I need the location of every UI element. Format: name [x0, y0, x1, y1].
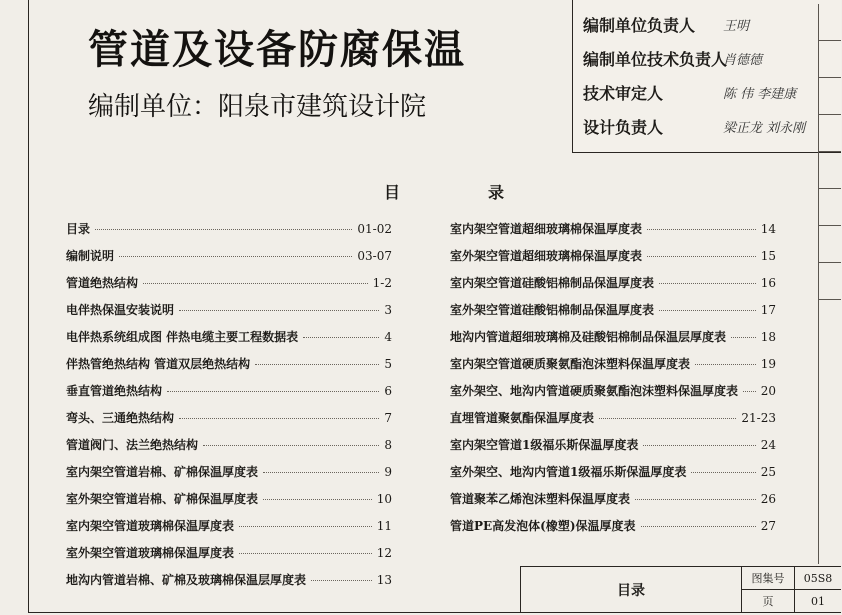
leader-dots: [647, 229, 756, 230]
drawing-title-block: [520, 566, 841, 613]
toc-entry-title: 室外架空、地沟内管道1级福乐斯保温厚度表: [450, 465, 687, 479]
leader-dots: [179, 418, 379, 419]
leader-dots: [179, 310, 379, 311]
toc-heading-left: 目: [384, 183, 401, 202]
toc-entry-page: 15: [760, 249, 776, 263]
responsible-row: [583, 10, 833, 38]
toc-entry-page: 10: [376, 492, 392, 506]
toc-entry[interactable]: [66, 274, 392, 301]
toc-entry-page: 27: [760, 519, 776, 533]
responsible-row: [583, 78, 833, 106]
toc-entry-title: 电伴热系统组成图 伴热电缆主要工程数据表: [66, 330, 299, 344]
responsibility-panel: [572, 0, 841, 153]
toc-right-column: [450, 220, 776, 544]
toc-entry-page: 12: [376, 546, 392, 560]
leader-dots: [239, 526, 372, 527]
leader-dots: [239, 553, 372, 554]
responsible-role: 编制单位技术负责人: [583, 49, 728, 69]
toc-entry-title: 地沟内管道岩棉、矿棉及玻璃棉保温层厚度表: [66, 573, 307, 587]
page-number: 01: [811, 594, 825, 608]
leader-dots: [731, 337, 756, 338]
toc-heading-right: 录: [487, 183, 504, 202]
toc-entry-title: 管道聚苯乙烯泡沫塑料保温厚度表: [450, 492, 631, 506]
toc-entry[interactable]: [450, 463, 776, 490]
leader-dots: [647, 256, 756, 257]
toc-entry-page: 7: [384, 411, 392, 425]
toc-entry[interactable]: [450, 328, 776, 355]
toc-entry[interactable]: [66, 544, 392, 571]
toc-entry[interactable]: [66, 436, 392, 463]
leader-dots: [641, 526, 756, 527]
toc-entry[interactable]: [66, 328, 392, 355]
toc-entry-title: 直埋管道聚氨酯保温厚度表: [450, 411, 595, 425]
toc-entry-page: 01-02: [357, 222, 392, 236]
toc-entry[interactable]: [66, 355, 392, 382]
leader-dots: [263, 472, 379, 473]
toc-entry-title: 目录: [66, 222, 91, 236]
toc-entry[interactable]: [450, 409, 776, 436]
leader-dots: [311, 580, 372, 581]
responsible-role: 设计负责人: [583, 117, 664, 137]
toc-entry-title: 管道阀门、法兰绝热结构: [66, 438, 199, 452]
sheet-name: 目录: [521, 567, 742, 613]
toc-entry-title: 室外架空管道玻璃棉保温厚度表: [66, 546, 235, 560]
responsible-row: [583, 44, 833, 72]
toc-entry-page: 4: [384, 330, 392, 344]
toc-entry-page: 20: [760, 384, 776, 398]
toc-entry-title: 室外架空、地沟内管道硬质聚氨酯泡沫塑料保温厚度表: [450, 384, 739, 398]
toc-entry-page: 3: [384, 303, 392, 317]
toc-entry-title: 地沟内管道超细玻璃棉及硅酸铝棉制品保温层厚度表: [450, 330, 727, 344]
leader-dots: [119, 256, 352, 257]
responsible-role: 编制单位负责人: [583, 15, 696, 35]
toc-entry-page: 5: [384, 357, 392, 371]
toc-entry-title: 伴热管绝热结构 管道双层绝热结构: [66, 357, 251, 371]
toc-entry-page: 25: [760, 465, 776, 479]
responsible-row: [583, 112, 833, 140]
leader-dots: [635, 499, 756, 500]
toc-entry[interactable]: [450, 382, 776, 409]
toc-entry-page: 9: [384, 465, 392, 479]
toc-entry-page: 16: [760, 276, 776, 290]
toc-entry-page: 24: [760, 438, 776, 452]
page-title: 管道及设备防腐保温: [88, 26, 466, 73]
leader-dots: [691, 472, 755, 473]
toc-entry[interactable]: [66, 220, 392, 247]
toc-entry[interactable]: [450, 436, 776, 463]
leader-dots: [659, 310, 756, 311]
toc-entry-page: 17: [760, 303, 776, 317]
responsible-role: 技术审定人: [583, 83, 664, 103]
page-label: 页: [742, 590, 795, 612]
toc-entry-title: 室外架空管道硅酸铝棉制品保温厚度表: [450, 303, 655, 317]
leader-dots: [743, 391, 756, 392]
signature: 王明: [723, 18, 750, 34]
toc-entry[interactable]: [450, 517, 776, 544]
leader-dots: [167, 391, 379, 392]
toc-entry-page: 14: [760, 222, 776, 236]
toc-entry-title: 垂直管道绝热结构: [66, 384, 163, 398]
toc-entry-page: 26: [760, 492, 776, 506]
toc-entry[interactable]: [66, 301, 392, 328]
toc-entry[interactable]: [66, 517, 392, 544]
toc-entry-page: 11: [376, 519, 392, 533]
toc-entry[interactable]: [66, 409, 392, 436]
leader-dots: [695, 364, 756, 365]
toc-entry-title: 室内架空管道玻璃棉保温厚度表: [66, 519, 235, 533]
toc-entry-page: 6: [384, 384, 392, 398]
compiler-line: 编制单位：阳泉市建筑设计院: [88, 92, 427, 122]
toc-entry-title: 室内架空管道岩棉、矿棉保温厚度表: [66, 465, 259, 479]
toc-entry[interactable]: [450, 301, 776, 328]
signature: 梁正龙 刘永刚: [723, 120, 806, 136]
toc-entry-title: 管道绝热结构: [66, 276, 139, 290]
toc-entry-page: 18: [760, 330, 776, 344]
toc-entry[interactable]: [450, 355, 776, 382]
toc-entry[interactable]: [66, 382, 392, 409]
toc-entry-title: 室外架空管道岩棉、矿棉保温厚度表: [66, 492, 259, 506]
atlas-number: 05S8: [795, 567, 841, 590]
toc-entry[interactable]: [450, 490, 776, 517]
toc-entry-page: 19: [760, 357, 776, 371]
leader-dots: [95, 229, 352, 230]
toc-entry[interactable]: [66, 490, 392, 517]
leader-dots: [303, 337, 379, 338]
toc-entry-title: 室内架空管道超细玻璃棉保温厚度表: [450, 222, 643, 236]
toc-entry-title: 管道PE高发泡体(橡塑)保温厚度表: [450, 519, 636, 533]
toc-entry-page: 13: [376, 573, 392, 587]
binding-margin-cells: [818, 4, 841, 564]
toc-entry-title: 弯头、三通绝热结构: [66, 411, 175, 425]
toc-entry[interactable]: [450, 274, 776, 301]
toc-entry[interactable]: [450, 220, 776, 247]
toc-entry-title: 电伴热保温安装说明: [66, 303, 175, 317]
toc-heading: [384, 180, 504, 203]
toc-entry-title: 室内架空管道硬质聚氨酯泡沫塑料保温厚度表: [450, 357, 691, 371]
toc-entry-page: 1-2: [372, 276, 392, 290]
toc-entry-title: 编制说明: [66, 249, 115, 263]
toc-entry-title: 室内架空管道硅酸铝棉制品保温厚度表: [450, 276, 655, 290]
toc-entry[interactable]: [66, 247, 392, 274]
leader-dots: [599, 418, 736, 419]
toc-entry-page: 8: [384, 438, 392, 452]
toc-entry-page: 03-07: [357, 249, 392, 263]
leader-dots: [143, 283, 368, 284]
toc-entry-title: 室外架空管道超细玻璃棉保温厚度表: [450, 249, 643, 263]
toc-entry[interactable]: [450, 247, 776, 274]
toc-entry[interactable]: [66, 571, 392, 598]
leader-dots: [263, 499, 372, 500]
leader-dots: [255, 364, 379, 365]
leader-dots: [659, 283, 756, 284]
signature: 肖德德: [723, 52, 763, 68]
toc-entry[interactable]: [66, 463, 392, 490]
atlas-number-label: 图集号: [742, 567, 795, 590]
leader-dots: [203, 445, 379, 446]
leader-dots: [643, 445, 755, 446]
toc-entry-page: 21-23: [741, 411, 776, 425]
signature: 陈 伟 李建康: [723, 86, 797, 102]
toc-left-column: [66, 220, 392, 598]
toc-entry-title: 室内架空管道1级福乐斯保温厚度表: [450, 438, 639, 452]
